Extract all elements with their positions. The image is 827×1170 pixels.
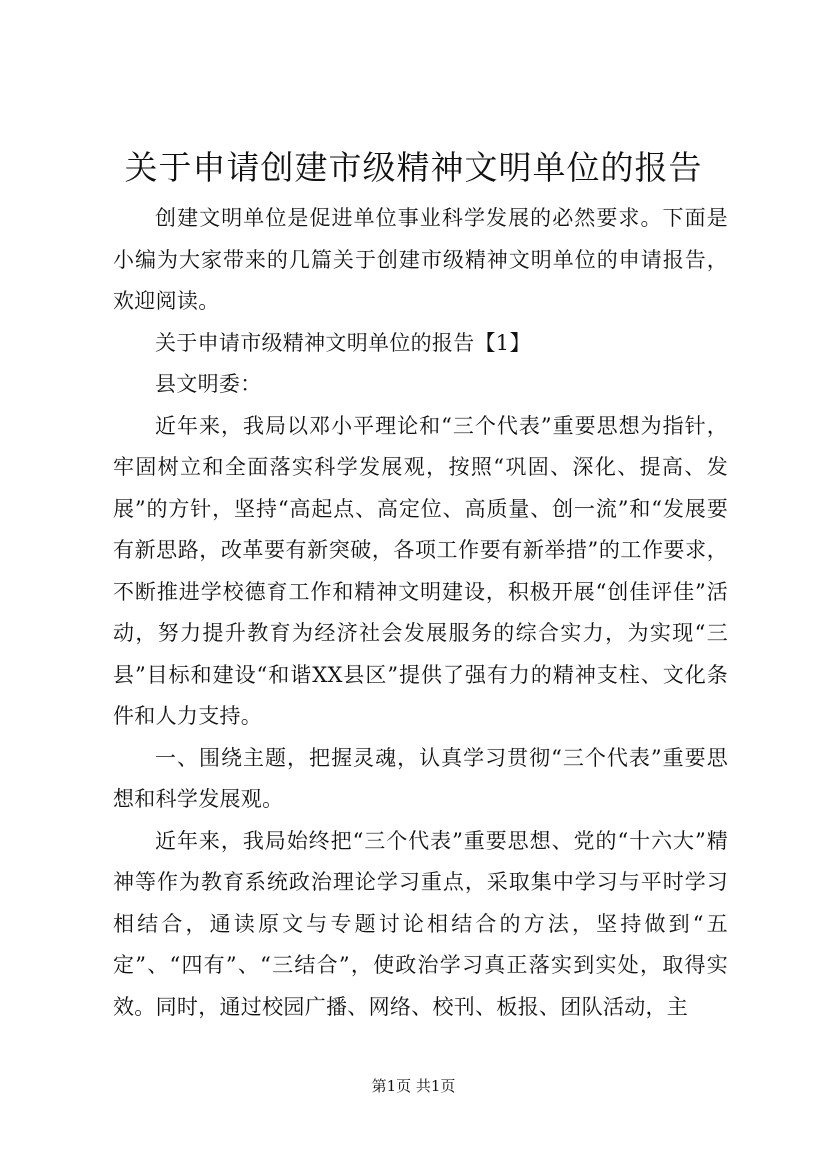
section-heading-one: 一、围绕主题，把握灵魂，认真学习贯彻“三个代表”重要思想和科学发展观。 [113,745,728,811]
body-paragraph-overview: 近年来，我局以邓小平理论和“三个代表”重要思想为指针，牢固树立和全面落实科学发展观，按照“巩固、深化、提高、发展”的方针，坚持“高起点、高定位、高质量、创一流”和“发展要有新思路，改革要有新突破，各项工作要有新举措”的工作要求，不断推进学校德育工作和精神文明建设，积极开展“创佳评佳”活动，努力提升教育为经济社会发展服务的综合实力，为实现“三县”目标和建设“和谐XX县区”提供了强有力的精神支柱、文化条件和人力支持。 [113,413,728,728]
body-paragraph-intro: 创建文明单位是促进单位事业科学发展的必然要求。下面是小编为大家带来的几篇关于创建市级精神文明单位的申请报告，欢迎阅读。 [113,206,728,313]
document-title: 关于申请创建市级精神文明单位的报告 [124,148,703,187]
section-heading-report-1: 关于申请市级精神文明单位的报告【1】 [155,330,531,355]
body-paragraph-study: 近年来，我局始终把“三个代表”重要思想、党的“十六大”精神等作为教育系统政治理论学习重点，采取集中学习与平时学习相结合，通读原文与专题讨论相结合的方法，坚持做到“五定”、“四有”、“三结合”，使政治学习真正落实到实处，取得实效。同时，通过校园广播、网络、校刊、板报、团队活动，主 [113,828,728,1019]
page-footer: 第1页 共1页 [371,1077,456,1095]
document-body [113,198,728,1028]
salutation: 县文明委： [155,372,262,396]
